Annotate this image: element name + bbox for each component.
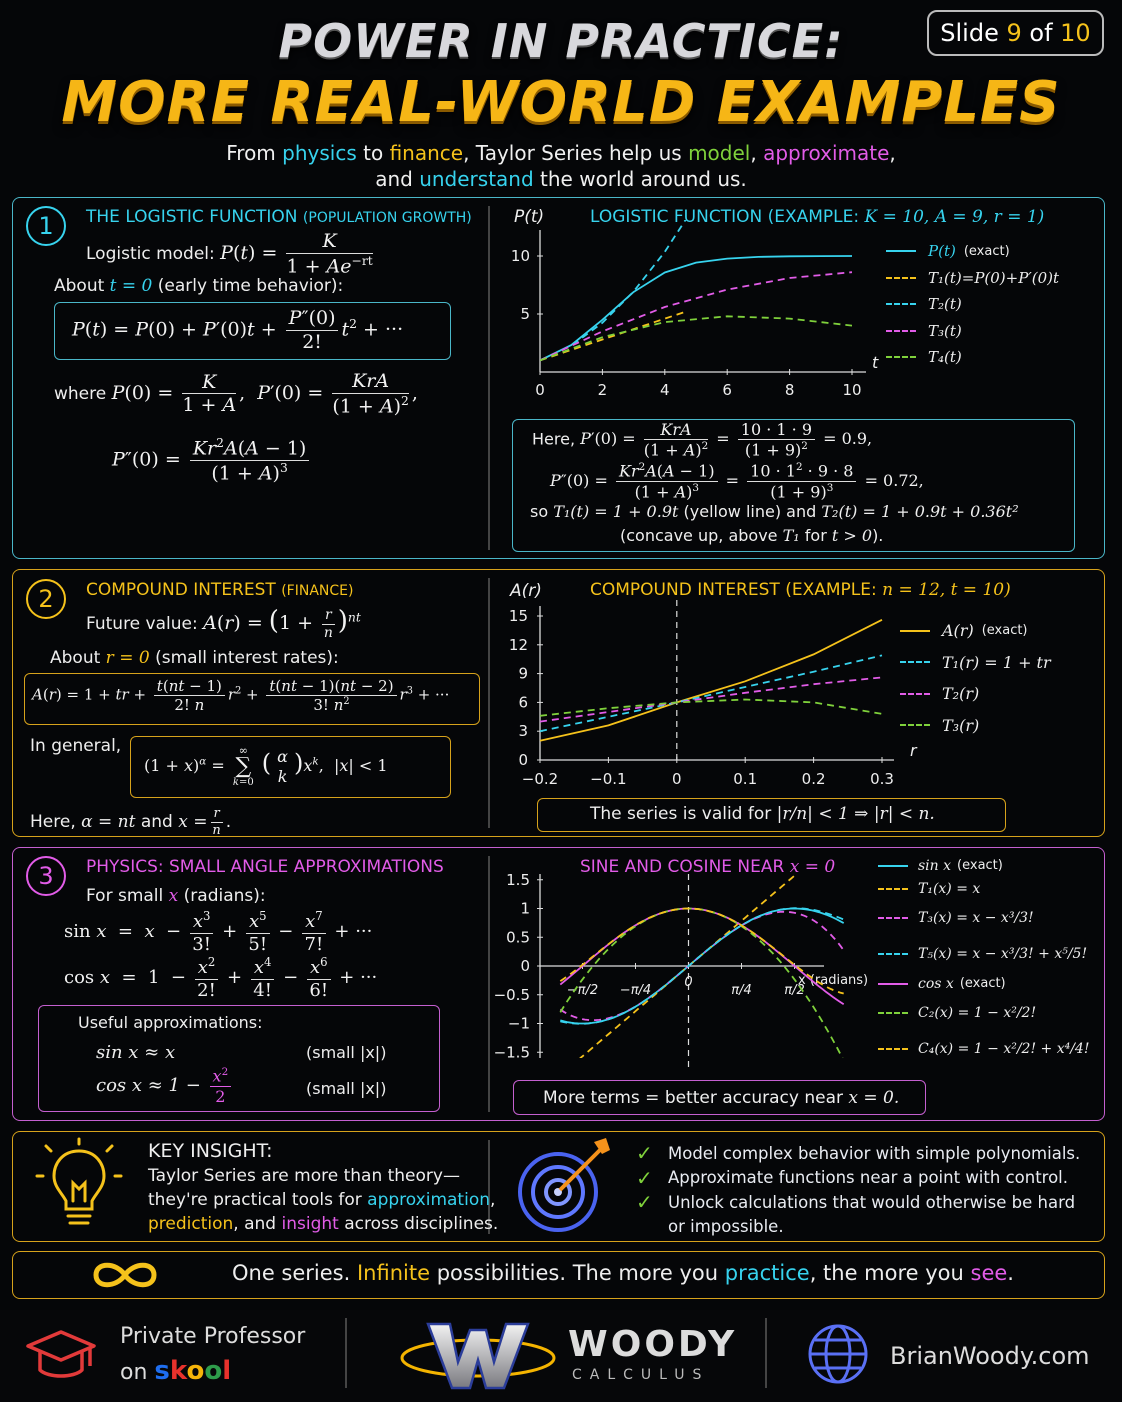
x-axis-label: r	[910, 741, 917, 760]
series-line-1	[540, 655, 882, 731]
skool-letter: l	[222, 1356, 232, 1386]
about-r0: About r = 0 (small interest rates):	[50, 648, 339, 668]
x-tick-label: 0	[535, 381, 545, 399]
legend-swatch	[900, 724, 930, 726]
binomial-series: $(1 + x)^\alpha$ = ∞ ∑ k=0 ( α k )$x^k$, |x| < 1	[144, 744, 388, 788]
y-tick-label: 12	[508, 635, 528, 654]
legend-swatch	[878, 888, 908, 890]
legend-entry	[886, 318, 1101, 345]
y-tick-label: 1	[520, 899, 530, 918]
where-derivatives: where P(0) = $\frac{K}{1 + A}$ , P′(0) = $\frac{\text{KrA}}{(1 + A)^2}$ ,	[54, 370, 418, 418]
compound-legend	[900, 615, 1100, 741]
legend-entry	[878, 972, 1102, 995]
y-tick-label: 15	[508, 607, 528, 625]
trig-graph-title: SINE AND COSINE NEAR x = 0	[580, 857, 836, 877]
series-line-2	[540, 677, 882, 721]
x-tick-label: π/2	[784, 983, 805, 998]
slide-badge: Slide 9 of 10	[927, 10, 1104, 56]
series-line-0	[540, 620, 882, 741]
approx-cos-note: (small |x|)	[306, 1079, 387, 1098]
x-axis-label: t	[872, 353, 879, 372]
legend-swatch	[886, 356, 916, 358]
x-tick-label: 0	[672, 770, 682, 788]
calc-p1: Here, P′(0) = $\frac{\text{KrA}}{(1 + A)^2}$ = $\frac{10 \cdot 1 \cdot 9}{(1 + 9)^2}$ = 0.9,	[532, 420, 873, 460]
tagline: One series. Infinite possibilities. The more you practice, the more you see.	[232, 1261, 1014, 1285]
check-text: or impossible.	[668, 1217, 784, 1237]
y-axis-label: P(t)	[514, 207, 545, 227]
logistic-model: Logistic model: P(t) = $\frac{K}{1 + Ae^{-rt}}$	[86, 230, 373, 278]
logistic-legend	[886, 238, 1101, 371]
logistic-taylor-expansion: P(t) = P(0) + P′(0)t + $\frac{P''(0)}{2!}$ $t^2$ + ···	[72, 307, 404, 353]
insight-checklist	[636, 1141, 1096, 1239]
skool-letter: s	[154, 1356, 170, 1386]
check-item	[636, 1141, 1096, 1166]
legend-label: T₄(t)	[928, 348, 962, 367]
approx-sin: sin x ≈ x	[96, 1042, 176, 1063]
useful-approx-label: Useful approximations:	[78, 1013, 263, 1032]
legend-label: A(r)	[942, 621, 974, 641]
legend-label: P(t)	[928, 242, 956, 261]
title-line-2: MORE REAL-WORLD EXAMPLES	[61, 70, 1061, 135]
calc-concave: (concave up, above T₁ for t > 0).	[620, 526, 884, 545]
x-tick-label: π/4	[731, 983, 752, 998]
y-tick-label: 6	[518, 693, 528, 712]
sine-series: sin x = x − $\frac{x^3}{3!}$ + $\frac{x^5}{5!}$ − $\frac{x^7}{7!}$ + ···	[64, 909, 373, 955]
legend-note: (exact)	[963, 243, 1010, 259]
insight-title: KEY INSIGHT:	[148, 1140, 273, 1162]
y-tick-label: 0	[518, 751, 528, 769]
legend-label: cos x	[918, 975, 954, 992]
legend-label: T₂(t)	[928, 295, 962, 314]
calc-t1-t2: so T₁(t) = 1 + 0.9t (yellow line) and T₂(t) = 1 + 0.9t + 0.36t²	[530, 502, 1019, 521]
check-item	[636, 1215, 1096, 1240]
check-text: Approximate functions near a point with control.	[668, 1168, 1069, 1188]
y-tick-label: 9	[518, 664, 528, 683]
legend-label: T₁(x) = x	[918, 880, 981, 897]
legend-label: T₅(x) = x − x³/3! + x⁵/5!	[918, 946, 1088, 962]
legend-label: T₁(t)=P(0)+P′(0)t	[928, 268, 1060, 287]
trig-legend	[878, 854, 1102, 1067]
y-axis-label: A(r)	[510, 581, 542, 601]
in-general-label: In general,	[30, 736, 122, 756]
approx-sin-note: (small |x|)	[306, 1043, 387, 1062]
x-tick-label: −π/4	[619, 983, 652, 998]
skool-letter: o	[204, 1356, 223, 1386]
legend-swatch	[886, 250, 916, 252]
legend-swatch	[878, 1048, 908, 1050]
check-item	[636, 1190, 1096, 1215]
section-1-title: THE LOGISTIC FUNCTION (POPULATION GROWTH)	[86, 207, 472, 227]
professor-line-1: Private Professor	[120, 1324, 306, 1349]
skool-logo	[154, 1356, 231, 1386]
cosine-series: cos x = 1 − $\frac{x^2}{2!}$ + $\frac{x^4}{4!}$ − $\frac{x^6}{6!}$ + ···	[64, 955, 378, 1001]
legend-entry	[900, 678, 1100, 710]
subtitle: From physics to finance, Taylor Series help us model, approximate, and understand the world around us.	[226, 141, 896, 191]
compound-taylor-expansion: A(r) = 1 + tr + $\frac{t(nt - 1)}{2! n}$ $r^2$ + $\frac{t(nt - 1)(nt - 2)}{3! n^2}$ $r^3$ + ···	[32, 677, 450, 714]
insight-line-3: prediction, and insight across disciplines.	[148, 1214, 499, 1234]
legend-entry	[878, 877, 1102, 900]
infinity-icon	[88, 1256, 162, 1294]
section-3-number: 3	[26, 856, 66, 896]
x-tick-label: 0	[684, 975, 693, 990]
skool-letter: k	[169, 1356, 187, 1386]
target-icon	[510, 1134, 626, 1236]
legend-swatch	[886, 277, 916, 279]
lightbulb-icon	[34, 1139, 124, 1235]
website: BrianWoody.com	[890, 1342, 1090, 1370]
legend-swatch	[900, 630, 930, 632]
globe-icon	[806, 1322, 870, 1386]
legend-entry	[886, 344, 1101, 371]
y-tick-label: 0	[520, 957, 530, 975]
legend-entry	[886, 265, 1101, 292]
legend-entry	[878, 854, 1102, 877]
legend-entry	[900, 615, 1100, 647]
y-tick-label: −1.5	[493, 1043, 530, 1062]
x-tick-label: −0.2	[521, 770, 559, 788]
skool-letter: o	[186, 1356, 205, 1386]
x-tick-label: 8	[784, 381, 795, 399]
x-tick-label: 0.2	[801, 770, 826, 788]
woody-logo	[398, 1316, 558, 1394]
legend-label: C₄(x) = 1 − x²/2! + x⁴/4!	[918, 1041, 1090, 1057]
logistic-graph-title: LOGISTIC FUNCTION (EXAMPLE: K = 10, A = 9, r = 1)	[590, 207, 1045, 227]
x-tick-label: −0.1	[590, 770, 627, 788]
title-line-1: POWER IN PRACTICE:	[278, 14, 844, 68]
legend-note: (exact)	[959, 976, 1006, 991]
logistic-chart	[500, 200, 880, 420]
validity-text: The series is valid for |r/n| < 1 ⇒ |r| < n.	[590, 804, 935, 824]
brand-sub: CALCULUS	[572, 1367, 710, 1383]
section-1-number: 1	[26, 206, 66, 246]
brand-name: WOODY	[568, 1324, 738, 1365]
insight-line-2: they're practical tools for approximation,	[148, 1190, 496, 1210]
x-tick-label: 2	[597, 381, 608, 399]
future-value: Future value: A(r) = (1 + $\frac{r}{n}$ )$^{nt}$	[86, 606, 361, 641]
legend-entry	[878, 995, 1102, 1031]
y-tick-label: 5	[520, 305, 530, 323]
x-tick-label: 10	[842, 381, 862, 399]
legend-note: (exact)	[981, 623, 1028, 639]
legend-label: sin x	[918, 857, 952, 874]
legend-label: T₂(r)	[942, 684, 980, 704]
legend-entry	[900, 647, 1100, 679]
legend-entry	[878, 936, 1102, 972]
y-tick-label: 3	[518, 722, 528, 741]
legend-label: T₃(r)	[942, 715, 980, 735]
series-line-3	[540, 272, 852, 360]
x-tick-label: −π/2	[566, 983, 599, 998]
y-tick-label: −1	[507, 1014, 530, 1033]
compound-graph-title: COMPOUND INTEREST (EXAMPLE: n = 12, t = 10)	[590, 580, 1011, 600]
section-3-title: PHYSICS: SMALL ANGLE APPROXIMATIONS	[86, 857, 444, 877]
legend-swatch	[878, 865, 908, 867]
legend-entry	[878, 900, 1102, 936]
more-terms-text: More terms = better accuracy near x = 0.	[543, 1088, 900, 1108]
check-text: Unlock calculations that would otherwise be hard	[668, 1192, 1076, 1212]
legend-swatch	[886, 330, 916, 332]
legend-entry	[878, 1031, 1102, 1067]
check-icon: ✓	[636, 1190, 653, 1215]
legend-label: T₃(t)	[928, 321, 962, 340]
y-tick-label: 1.5	[506, 870, 530, 889]
legend-note: (exact)	[957, 858, 1003, 873]
y-tick-label: 10	[510, 247, 530, 265]
legend-swatch	[878, 917, 908, 919]
trig-chart	[494, 862, 874, 1074]
x-axis-label: x (radians)	[798, 973, 869, 988]
legend-swatch	[900, 693, 930, 695]
legend-swatch	[878, 1012, 908, 1014]
approx-cos: cos x ≈ 1 − $\frac{x^2}{2}$	[96, 1066, 234, 1106]
legend-label: T₁(r) = 1 + tr	[942, 652, 1051, 672]
legend-entry	[886, 238, 1101, 265]
section-2-number: 2	[26, 579, 66, 619]
compound-chart	[500, 574, 917, 792]
x-tick-label: 4	[660, 381, 670, 399]
small-x-label: For small x (radians):	[86, 886, 266, 906]
check-icon: ✓	[636, 1141, 653, 1166]
check-item	[636, 1166, 1096, 1191]
x-tick-label: 0.1	[733, 770, 758, 788]
legend-entry	[900, 710, 1100, 742]
legend-swatch	[886, 303, 916, 305]
y-tick-label: 0.5	[506, 928, 530, 947]
check-text: Model complex behavior with simple polynomials.	[668, 1143, 1081, 1163]
about-t0: About t = 0 (early time behavior):	[54, 276, 344, 296]
legend-entry	[886, 291, 1101, 318]
graduation-cap-icon	[24, 1326, 98, 1386]
second-derivative: P″(0) = $\frac{Kr^2A(A - 1)}{(1 + A)^3}$	[112, 436, 312, 485]
section-2-title: COMPOUND INTEREST (FINANCE)	[86, 580, 354, 600]
legend-swatch	[900, 661, 930, 663]
series-line-1	[540, 312, 684, 360]
professor-line-2: on skool	[120, 1356, 232, 1386]
series-line-3	[540, 700, 882, 716]
legend-swatch	[878, 983, 908, 985]
legend-label: T₃(x) = x − x³/3!	[918, 910, 1034, 926]
here-alpha: Here, α = nt and x = $\frac{r}{n}$ .	[30, 806, 232, 838]
y-tick-label: −0.5	[493, 985, 530, 1004]
legend-swatch	[878, 953, 908, 955]
x-tick-label: 6	[722, 381, 732, 399]
x-tick-label: 0.3	[870, 770, 894, 788]
insight-line-1: Taylor Series are more than theory—	[148, 1166, 460, 1186]
check-icon: ✓	[636, 1165, 653, 1190]
calc-p2: P″(0) = $\frac{Kr^2A(A - 1)}{(1 + A)^3}$ = $\frac{10 \cdot 1^2 \cdot 9 \cdot 8}{(1 + 9)^3}$ = 0.72,	[550, 461, 924, 501]
legend-label: C₂(x) = 1 − x²/2!	[918, 1005, 1037, 1021]
